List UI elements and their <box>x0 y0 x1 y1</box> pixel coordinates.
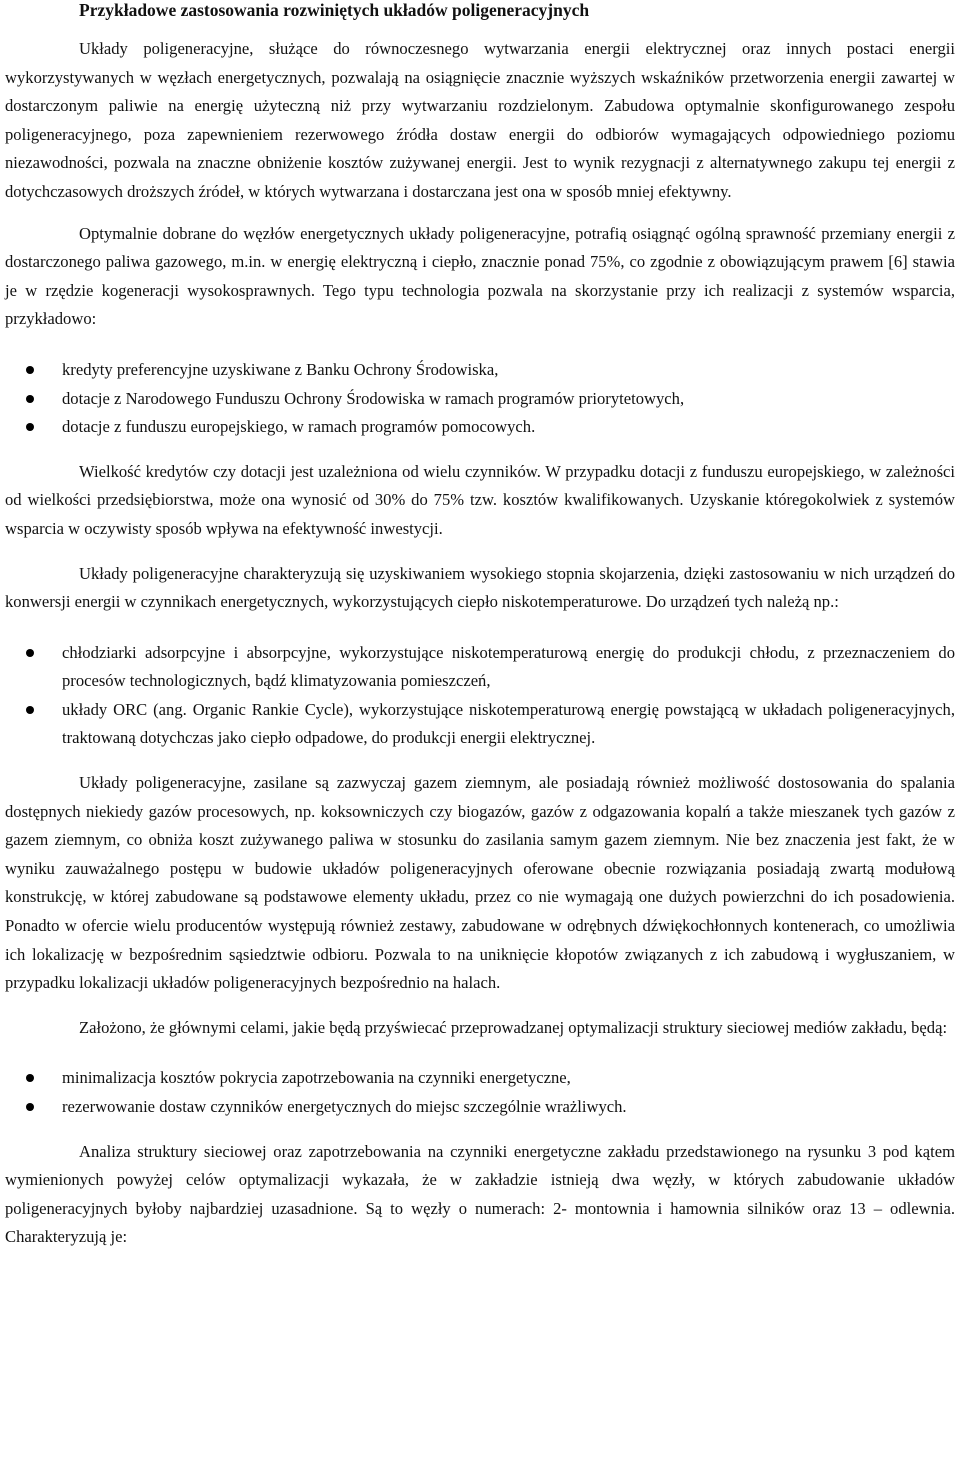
list-item-text: kredyty preferencyjne uzyskiwane z Banku Ochrony Środowiska, <box>62 359 499 379</box>
document-page <box>5 0 955 1252</box>
bullet-icon <box>26 706 34 714</box>
list-item <box>5 1093 955 1122</box>
paragraph-subsidies: Wielkość kredytów czy dotacji jest uzależniona od wielu czynników. W przypadku dotacji z funduszu europejskiego, w zależności od wielkości przedsiębiorstwa, może ona wynosić od 30% do 75% tzw. kosztów kwalifikowanych. Uzyskanie któregokolwiek z systemów wsparcia w oczywisty sposób wpływa na efektywność inwestycji. <box>5 461 955 538</box>
list-item <box>5 696 955 753</box>
list-item-text: dotacje z Narodowego Funduszu Ochrony Środowiska w ramach programów priorytetowych, <box>62 388 685 408</box>
devices-list <box>5 639 955 753</box>
paragraph-analysis: Analiza struktury sieciowej oraz zapotrzebowania na czynniki energetyczne zakładu przedstawionego na rysunku 3 pod kątem wymienionych powyżej celów optymalizacji wykazała, że w zakładzie istnieją dwa węzły, w których zabudowanie układów poligeneracyjnych byłoby najbardziej uzasadnione. Są to węzły o numerach: 2- montownia i hamownia silników oraz 13 – odlewnia. Charakteryzują je: <box>5 1141 955 1247</box>
list-item <box>5 356 955 385</box>
bullet-icon <box>26 423 34 431</box>
bullet-icon <box>26 1103 34 1111</box>
section-title: Przykładowe zastosowania rozwiniętych układów poligeneracyjnych <box>79 0 590 20</box>
list-item-text: minimalizacja kosztów pokrycia zapotrzebowania na czynniki energetyczne, <box>62 1068 571 1088</box>
list-item-text: dotacje z funduszu europejskiego, w ramach programów pomocowych. <box>62 417 536 437</box>
list-item <box>5 639 955 696</box>
list-item-text: rezerwowanie dostaw czynników energetycznych do miejsc szczególnie wrażliwych. <box>62 1097 627 1116</box>
bullet-icon <box>26 649 34 657</box>
paragraph-cogeneration: Układy poligeneracyjne charakteryzują się uzyskiwaniem wysokiego stopnia skojarzenia, dzięki zastosowaniu w nich urządzeń do konwersji energii w czynnikach energetycznych, wykorzystujących ciepło niskotemperaturowe. Do urządzeń tych należą np.: <box>5 563 955 612</box>
paragraph-goals: Założono, że głównymi celami, jakie będą przyświecać przeprowadzanej optymalizacji struktury sieciowej mediów zakładu, będą: <box>79 1017 948 1037</box>
list-item-text: chłodziarki adsorpcyjne i absorpcyjne, wykorzystujące niskotemperaturową energię do produkcji chłodu, z przeznaczeniem do procesów technologicznych, bądź klimatyzowania pomieszczeń, <box>62 642 955 691</box>
list-item <box>5 413 955 442</box>
list-item <box>5 1064 955 1093</box>
bullet-icon <box>26 366 34 374</box>
goals-list <box>5 1064 955 1121</box>
support-systems-list <box>5 356 955 442</box>
bullet-icon <box>26 395 34 403</box>
paragraph-efficiency: Optymalnie dobrane do węzłów energetycznych układy poligeneracyjne, potrafią osiągnąć ogólną sprawność przemiany energii z dostarczonego paliwa gazowego, m.in. w energię elektryczną i ciepło, znacznie ponad 75%, co zgodnie z obowiązującym prawem [6] stawia je w rzędzie kogeneracji wysokosprawnych. Tego typu technologia pozwala na skorzystanie przy ich realizacji z systemów wsparcia, przykładowo: <box>5 223 955 329</box>
paragraph-fuel: Układy poligeneracyjne, zasilane są zazwyczaj gazem ziemnym, ale posiadają również możliwość dostosowania do spalania dostępnych niekiedy gazów procesowych, np. koksowniczych czy biogazów, gazów z odgazowania kopalń a także mieszanek tych gazów z gazem ziemnym, co obniża koszt zużywanego paliwa w stosunku do zasilania samym gazem ziemnym. Nie bez znaczenia jest fakt, że w wyniku zauważalnego postępu w budowie układów poligeneracyjnych oferowane obecnie rozwiązania posiadają zwartą modułową konstrukcję, w której zabudowane są podstawowe elementy układu, przez co nie wymagają one dużych powierzchni do ich posadowienia. Ponadto w ofercie wielu producentów występują również zestawy, zabudowane w odrębnych dźwiękochłonnych kontenerach, co umożliwia ich lokalizację w bezpośrednim sąsiedztwie odbioru. Pozwala to na uniknięcie kłopotów związanych z ich zabudową i wygłuszaniem, w przypadku lokalizacji układów poligeneracyjnych bezpośrednio na halach. <box>5 773 955 993</box>
list-item <box>5 385 955 414</box>
list-item-text: układy ORC (ang. Organic Rankie Cycle), wykorzystujące niskotemperaturową energię powstającą w układach poligeneracyjnych, traktowaną dotychczas jako ciepło odpadowe, do produkcji energii elektrycznej. <box>62 699 955 748</box>
paragraph-intro: Układy poligeneracyjne, służące do równoczesnego wytwarzania energii elektrycznej oraz innych postaci energii wykorzystywanych w węzłach energetycznych, pozwalają na osiągnięcie znacznie wyższych wskaźników przetworzenia energii zawartej w dostarczonym paliwie na energię użyteczną niż przy wytwarzaniu rozdzielonym. Zabudowa optymalnie skonfigurowanego zespołu poligeneracyjnego, poza zapewnieniem rezerwowego źródła dostaw energii do odbiorów wymagających odpowiedniego poziomu niezawodności, pozwala na znaczne obniżenie kosztów zużywanej energii. Jest to wynik rezygnacji z alternatywnego zakupu tej energii z dotychczasowych droższych źródeł, w których wytwarzana i dostarczana jest ona w sposób mniej efektywny. <box>5 39 955 201</box>
bullet-icon <box>26 1074 34 1082</box>
